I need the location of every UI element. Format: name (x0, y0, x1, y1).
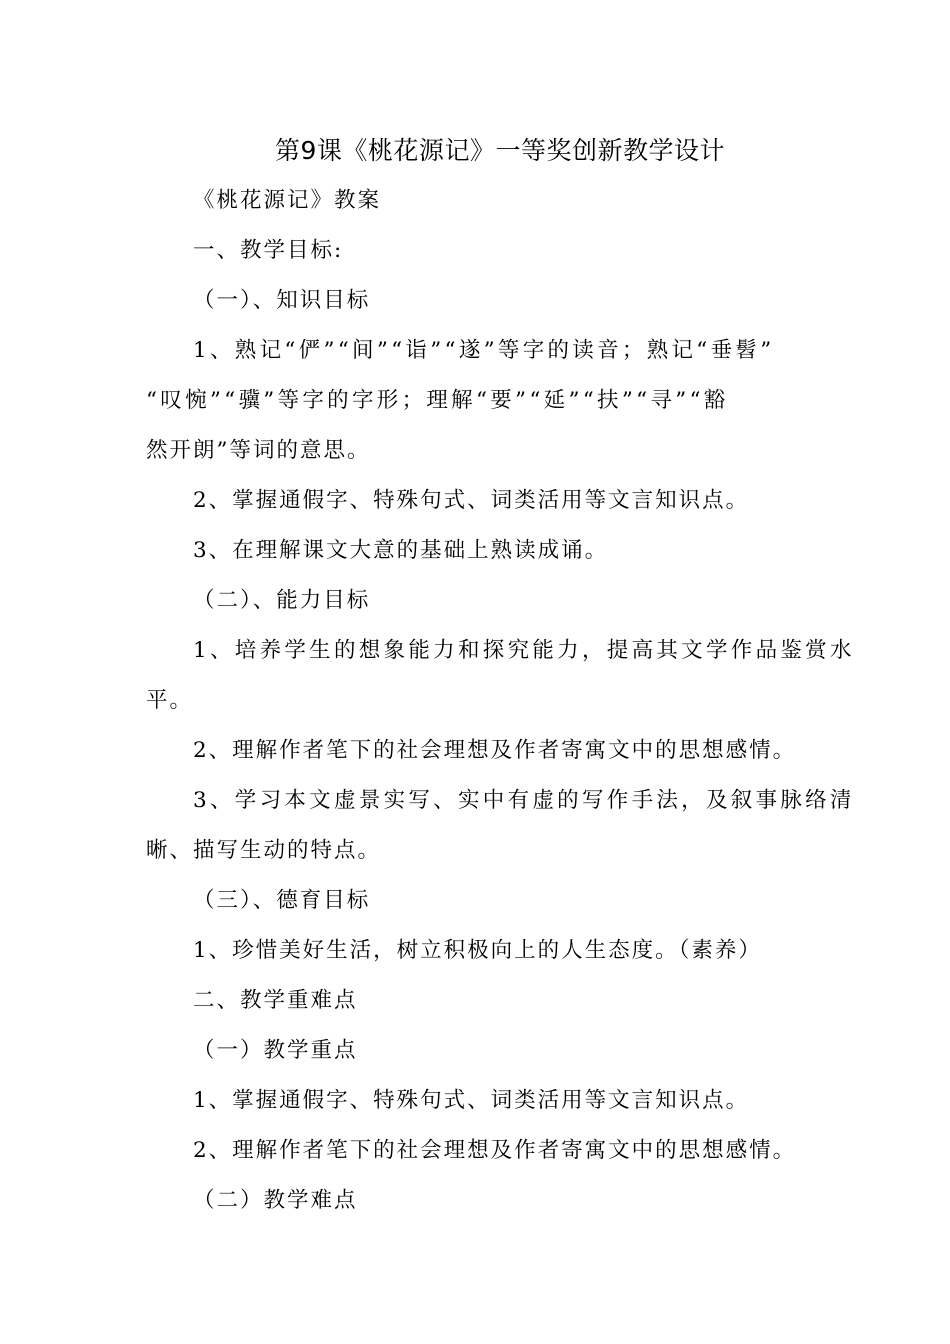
knowledge-item-1-line-1: 1、熟记“俨”“间”“诣”“遂”等字的读音；熟记“垂髫” (193, 338, 775, 363)
moral-item-1: 1、珍惜美好生活，树立积极向上的人生态度。（素养） (193, 938, 762, 963)
ability-item-2: 2、理解作者笔下的社会理想及作者寄寓文中的思想感情。 (193, 738, 797, 763)
knowledge-item-1-line-2: “叹惋”“骥”等字的字形；理解“要”“延”“扶”“寻”“豁 (146, 388, 729, 413)
knowledge-item-1-line-3: 然开朗”等词的意思。 (146, 438, 371, 463)
moral-heading: （三）、德育目标 (193, 888, 371, 913)
document-title: 第9课《桃花源记》一等奖创新教学设计 (275, 136, 725, 165)
key-item-2: 2、理解作者笔下的社会理想及作者寄寓文中的思想感情。 (193, 1138, 797, 1163)
key-points-heading: （一）教学重点 (193, 1038, 358, 1063)
ability-item-1-line-1: 1、培养学生的想象能力和探究能力，提高其文学作品鉴赏水 (193, 638, 855, 663)
ability-item-1-line-2: 平。 (146, 688, 194, 713)
knowledge-item-2: 2、掌握通假字、特殊句式、词类活用等文言知识点。 (193, 488, 750, 513)
knowledge-heading: （一）、知识目标 (193, 288, 371, 313)
goals-heading: 一、教学目标: (193, 238, 344, 263)
knowledge-item-3: 3、在理解课文大意的基础上熟读成诵。 (193, 538, 609, 563)
ability-item-3-line-1: 3、学习本文虚景实写、实中有虚的写作手法，及叙事脉络清 (193, 788, 855, 813)
ability-heading: （二）、能力目标 (193, 588, 371, 613)
ability-item-3-line-2: 晰、描写生动的特点。 (146, 838, 382, 863)
document-subtitle: 《桃花源记》教案 (193, 188, 382, 213)
difficulty-heading: （二）教学难点 (193, 1188, 358, 1213)
key-difficulty-heading: 二、教学重难点 (193, 988, 358, 1013)
key-item-1: 1、掌握通假字、特殊句式、词类活用等文言知识点。 (193, 1088, 750, 1113)
